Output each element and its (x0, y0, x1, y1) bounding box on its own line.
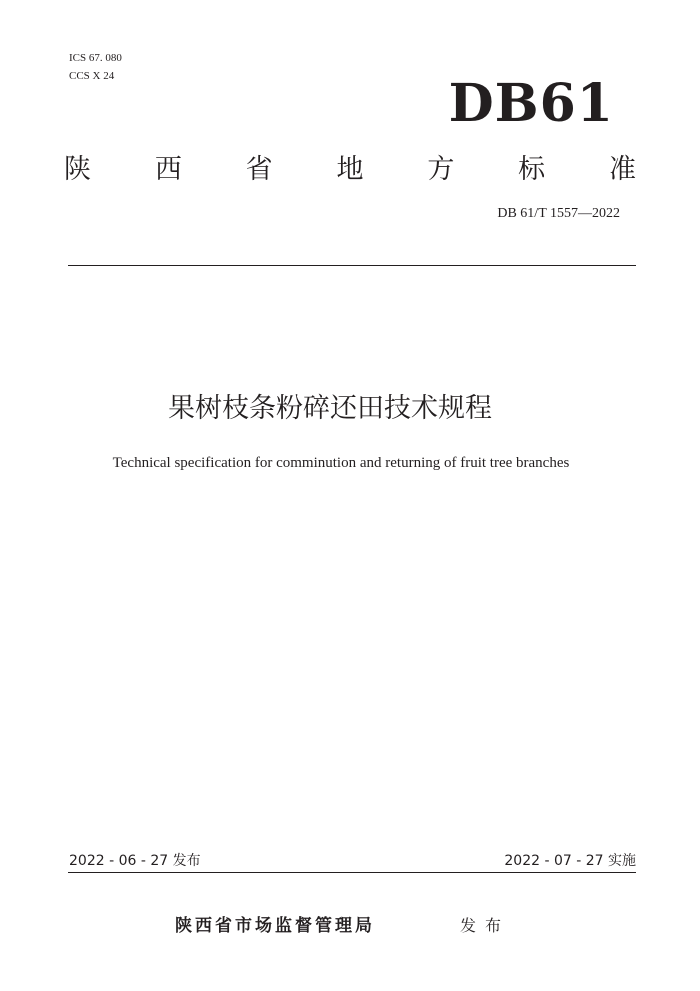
document-title-zh: 果树枝条粉碎还田技术规程 (168, 393, 492, 424)
footer-divider (68, 872, 636, 873)
ccs-code: CCS X 24 (69, 70, 115, 82)
standard-type-char: 西 (154, 154, 182, 185)
standard-type-char: 准 (608, 154, 636, 185)
publisher-name: 陕西省市场监督管理局 (175, 916, 375, 936)
standard-type-char: 省 (245, 154, 273, 185)
document-title-en: Technical specification for comminution and returning of fruit tree branches (112, 455, 570, 471)
standard-type-char: 方 (427, 154, 455, 185)
standard-type-heading (64, 152, 636, 188)
implementation-date: 2022 - 07 - 27 实施 (504, 853, 636, 869)
publish-label: 发布 (460, 916, 511, 935)
standard-type-char: 地 (336, 154, 364, 185)
ics-code: ICS 67. 080 (69, 52, 122, 64)
standard-number: DB 61/T 1557—2022 (497, 206, 620, 221)
header-divider (68, 265, 636, 266)
standard-type-char: 标 (518, 154, 546, 185)
issue-date: 2022 - 06 - 27 发布 (69, 853, 201, 869)
standard-type-char: 陕 (64, 154, 91, 185)
db-standard-mark: DB61 (448, 73, 614, 134)
